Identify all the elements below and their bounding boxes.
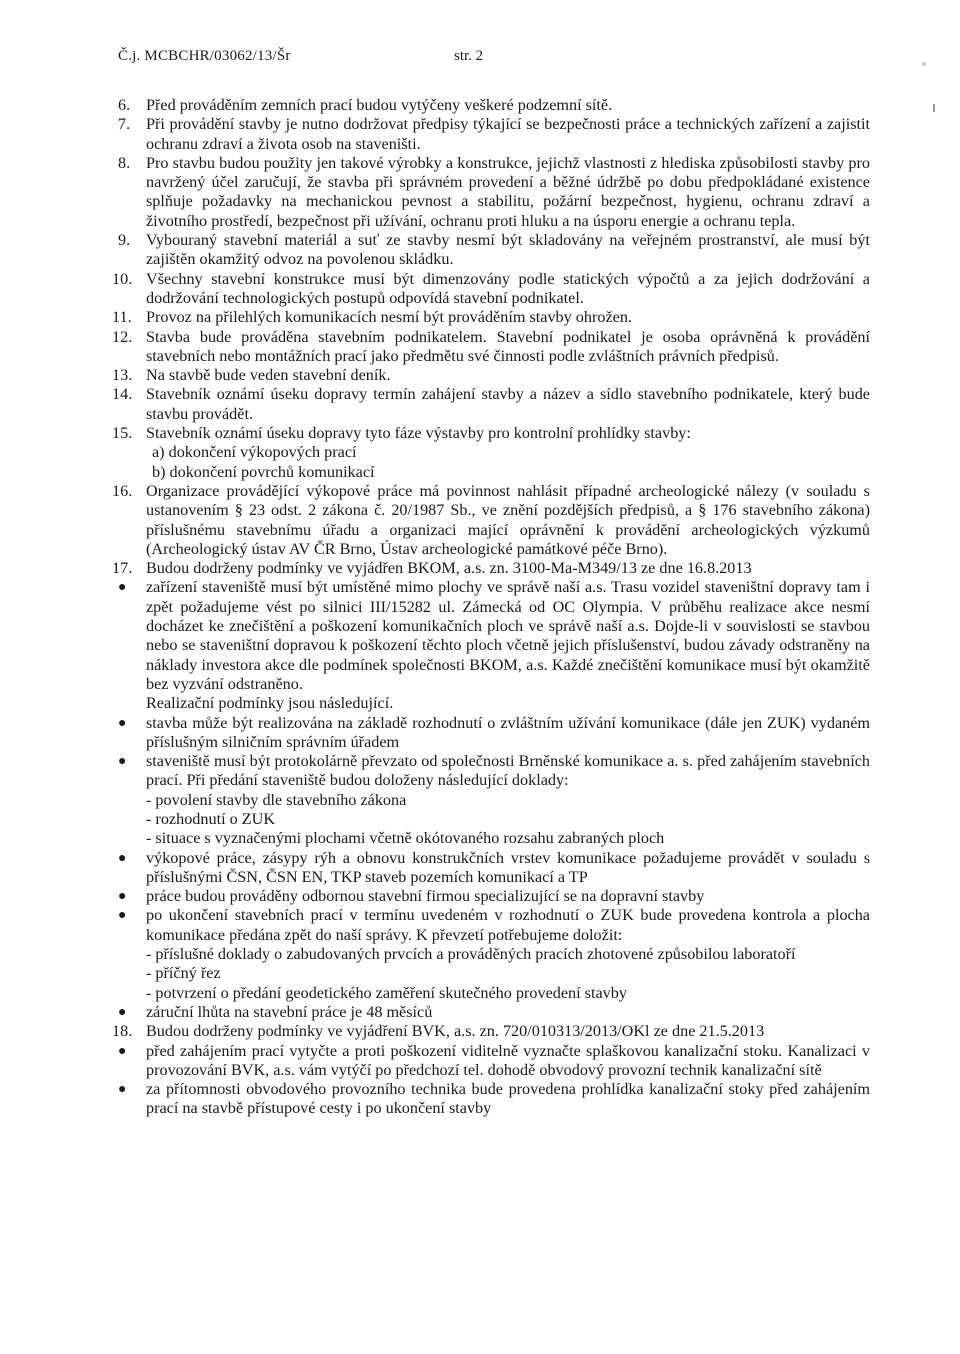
bullet-dot: ● xyxy=(118,1004,127,1020)
bullet-text: za přítomnosti obvodového provozního technika bude provedena prohlídka kanalizační stoky před zahájením prací na stavbě přístupové cesty i po ukončení stavby xyxy=(146,1080,870,1118)
item-number: 10. xyxy=(112,269,133,288)
list-item xyxy=(118,115,870,154)
list-item xyxy=(118,96,870,115)
bullet-dot: ● xyxy=(118,754,127,770)
reference-number: Č.j. MCBCHR/03062/13/Šr xyxy=(118,48,291,64)
list-item xyxy=(112,424,870,482)
item-text: Při provádění stavby je nutno dodržovat předpisy týkající se bezpečnosti práce a technických zařízení a zajistit ochranu zdraví a života osob na staveništi. xyxy=(146,115,870,153)
dash-item: - potvrzení o předání geodetického zaměření skutečného provedení stavby xyxy=(146,983,627,1002)
item-text: Stavebník oznámí úseku dopravy tyto fáze výstavby pro kontrolní prohlídky stavby: xyxy=(146,424,691,443)
bullet-text: práce budou prováděny odbornou stavební firmou specializující se na dopravní stavby xyxy=(146,887,705,906)
bullet-item xyxy=(118,849,870,888)
bullet-text: stavba může být realizována na základě rozhodnutí o zvláštním užívání komunikace (dále jen ZUK) vydaném příslušným silničním správním úřadem xyxy=(146,713,870,751)
sub-item: a) dokončení výkopových prací xyxy=(152,443,357,462)
dash-item: - příslušné doklady o zabudovaných prvcích a prováděných pracích zhotovené způsobilou laboratoří xyxy=(146,945,796,964)
list-item xyxy=(112,481,870,559)
item-text: Budou dodrženy podmínky ve vyjádření BVK, a.s. zn. 720/010313/2013/OKl ze dne 21.5.2013 xyxy=(146,1022,765,1041)
item-number: 6. xyxy=(118,96,131,114)
list-item xyxy=(112,366,870,385)
bullet-item xyxy=(118,906,870,1002)
dash-item: - situace s vyznačenými plochami včetně okótovaného rozsahu zabraných ploch xyxy=(146,829,665,848)
bullet-dot: ● xyxy=(118,1082,127,1098)
item-text: Před prováděním zemních prací budou vytýčeny veškeré podzemní sítě. xyxy=(146,96,613,114)
item-number: 7. xyxy=(118,115,131,134)
list-item xyxy=(112,385,870,424)
scan-mark xyxy=(933,104,935,112)
item-text: Pro stavbu budou použity jen takové výrobky a konstrukce, jejichž vlastnosti z hlediska způsobilosti stavby pro navržený účel zaručují, že stavba při správném provedení a běžné údržbě po dobu předpokládané existence splňuje požadavky na mechanickou pevnost a stabilitu, požární bezpečnost, hygienu, ochranu zdraví a životního prostředí, bezpečnost při užívání, ochranu proti hluku a na úsporu energie a ochranu tepla. xyxy=(146,153,870,230)
item-text: Provoz na přilehlých komunikacích nesmí být prováděním stavby ohrožen. xyxy=(146,308,632,327)
item-number: 15. xyxy=(112,424,133,443)
page-number: str. 2 xyxy=(454,48,484,64)
item-number: 13. xyxy=(112,366,133,385)
list-item xyxy=(112,559,870,578)
item-number: 8. xyxy=(118,153,131,172)
item-number: 12. xyxy=(112,327,133,346)
item-text: Všechny stavební konstrukce musí být dimenzovány podle statických výpočtů a za jejich dodržování a dodržování technologických postupů odpovídá stavební podnikatel. xyxy=(146,269,870,307)
bullet-dot: ● xyxy=(118,1043,127,1059)
bullet-text: zařízení staveniště musí být umístěné mimo plochy ve správě naší a.s. Trasu vozidel staveništní dopravy tam i zpět požadujeme vést po silnici III/15282 ul. Zámecká od OC Olympia. V průběhu realizace akce nesmí docházet ke znečištění a poškození komunikačních ploch ve správě naší a.s. Dojde-li v souvislosti se stavbou nebo se staveništní dopravou k poškození těchto ploch včetně jejich příslušenství, budou závady odstraněny na náklady investora akce dle podmínek společnosti BKOM, a.s. Každé znečištění komunikace musí být okamžitě bez vyzvání odstraněno. xyxy=(146,578,870,693)
list-item xyxy=(118,231,870,270)
item-number: 9. xyxy=(118,231,131,250)
bullet-item xyxy=(118,714,870,753)
bullet-dot: ● xyxy=(118,580,127,596)
bullet-dot: ● xyxy=(118,715,127,731)
bullet-dot: ● xyxy=(118,850,127,866)
bullet-item xyxy=(118,1003,870,1022)
list-item xyxy=(112,269,870,309)
item-number: 14. xyxy=(112,385,133,404)
item-text: Stavba bude prováděna stavebním podnikatelem. Stavební podnikatel je osoba oprávněná k provádění stavebních nebo montážních prací jako předmětu své činnosti podle zvláštních právních předpisů. xyxy=(146,327,870,365)
bullet-dot: ● xyxy=(118,889,127,905)
list-item xyxy=(112,308,870,327)
bullet-text: před zahájením prací vytyčte a proti poškození viditelně vyznačte splaškovou kanalizační stoku. Kanalizaci v provozování BVK, a.s. vám vytýčí po předchozí tel. dohodě obvodový provozní technik kanalizační sítě xyxy=(146,1041,870,1079)
bullet-text: po ukončení stavebních prací v termínu uvedeném v rozhodnutí o ZUK bude provedena kontrola a plocha komunikace předána zpět do naší správy. K převzetí potřebujeme doložit: xyxy=(146,906,870,944)
dash-item: - povolení stavby dle stavebního zákona xyxy=(146,790,407,809)
bullet-dot: ● xyxy=(118,908,127,924)
item-number: 16. xyxy=(112,481,133,500)
item-number: 11. xyxy=(112,308,132,327)
bullet-text: záruční lhůta na stavební práce je 48 měsíců xyxy=(146,1002,433,1021)
scan-speck xyxy=(922,62,926,66)
bullet-text: výkopové práce, zásypy rýh a obnovu konstrukčních vrstev komunikace požadujeme provádět v souladu s příslušnými ČSN, ČSN EN, TKP staveb pozemích komunikací a TP xyxy=(146,848,870,886)
bullet-note: Realizační podmínky jsou následující. xyxy=(146,694,394,713)
bullet-item xyxy=(118,1042,870,1081)
list-item xyxy=(112,1022,870,1041)
bullet-text: staveniště musí být protokolárně převzato od společnosti Brněnské komunikace a. s. před zahájením stavebních prací. Při předání staveniště budou doloženy následující doklady: xyxy=(146,752,870,790)
item-text: Vybouraný stavební materiál a suť ze stavby nesmí být skladovány na veřejném prostranství, ale musí být zajištěn okamžitý odvoz na povolenou skládku. xyxy=(146,231,870,269)
item-text: Budou dodrženy podmínky ve vyjádřen BKOM, a.s. zn. 3100-Ma-M349/13 ze dne 16.8.2013 xyxy=(146,559,752,578)
item-text: Na stavbě bude veden stavební deník. xyxy=(146,366,391,385)
bullet-item xyxy=(118,578,870,713)
bullet-item xyxy=(118,1080,870,1119)
item-text: Organizace provádějící výkopové práce má povinnost nahlásit případné archeologické nálezy (v souladu s ustanovením § 23 odst. 2 zákona č. 20/1987 Sb., ve znění pozdějších předpisů, a § 176 stavebního zákona) příslušnému stavebnímu úřadu a organizaci mající oprávnění k provádění archeologických výzkumů (Archeologický ústav AV ČR Brno, Ústav archeologické památkové péče Brno). xyxy=(146,481,870,558)
list-item xyxy=(118,154,870,231)
dash-item: - příčný řez xyxy=(146,964,221,983)
bullet-item xyxy=(118,887,870,906)
bullet-item xyxy=(118,752,870,848)
item-text: Stavebník oznámí úseku dopravy termín zahájení stavby a název a sídlo stavebního podnikatele, který bude stavbu provádět. xyxy=(146,385,870,423)
dash-item: - rozhodnutí o ZUK xyxy=(146,809,276,828)
sub-item: b) dokončení povrchů komunikací xyxy=(152,462,375,481)
document-body xyxy=(112,96,870,1119)
item-number: 17. xyxy=(112,559,133,578)
list-item xyxy=(112,327,870,367)
item-number: 18. xyxy=(112,1022,133,1041)
